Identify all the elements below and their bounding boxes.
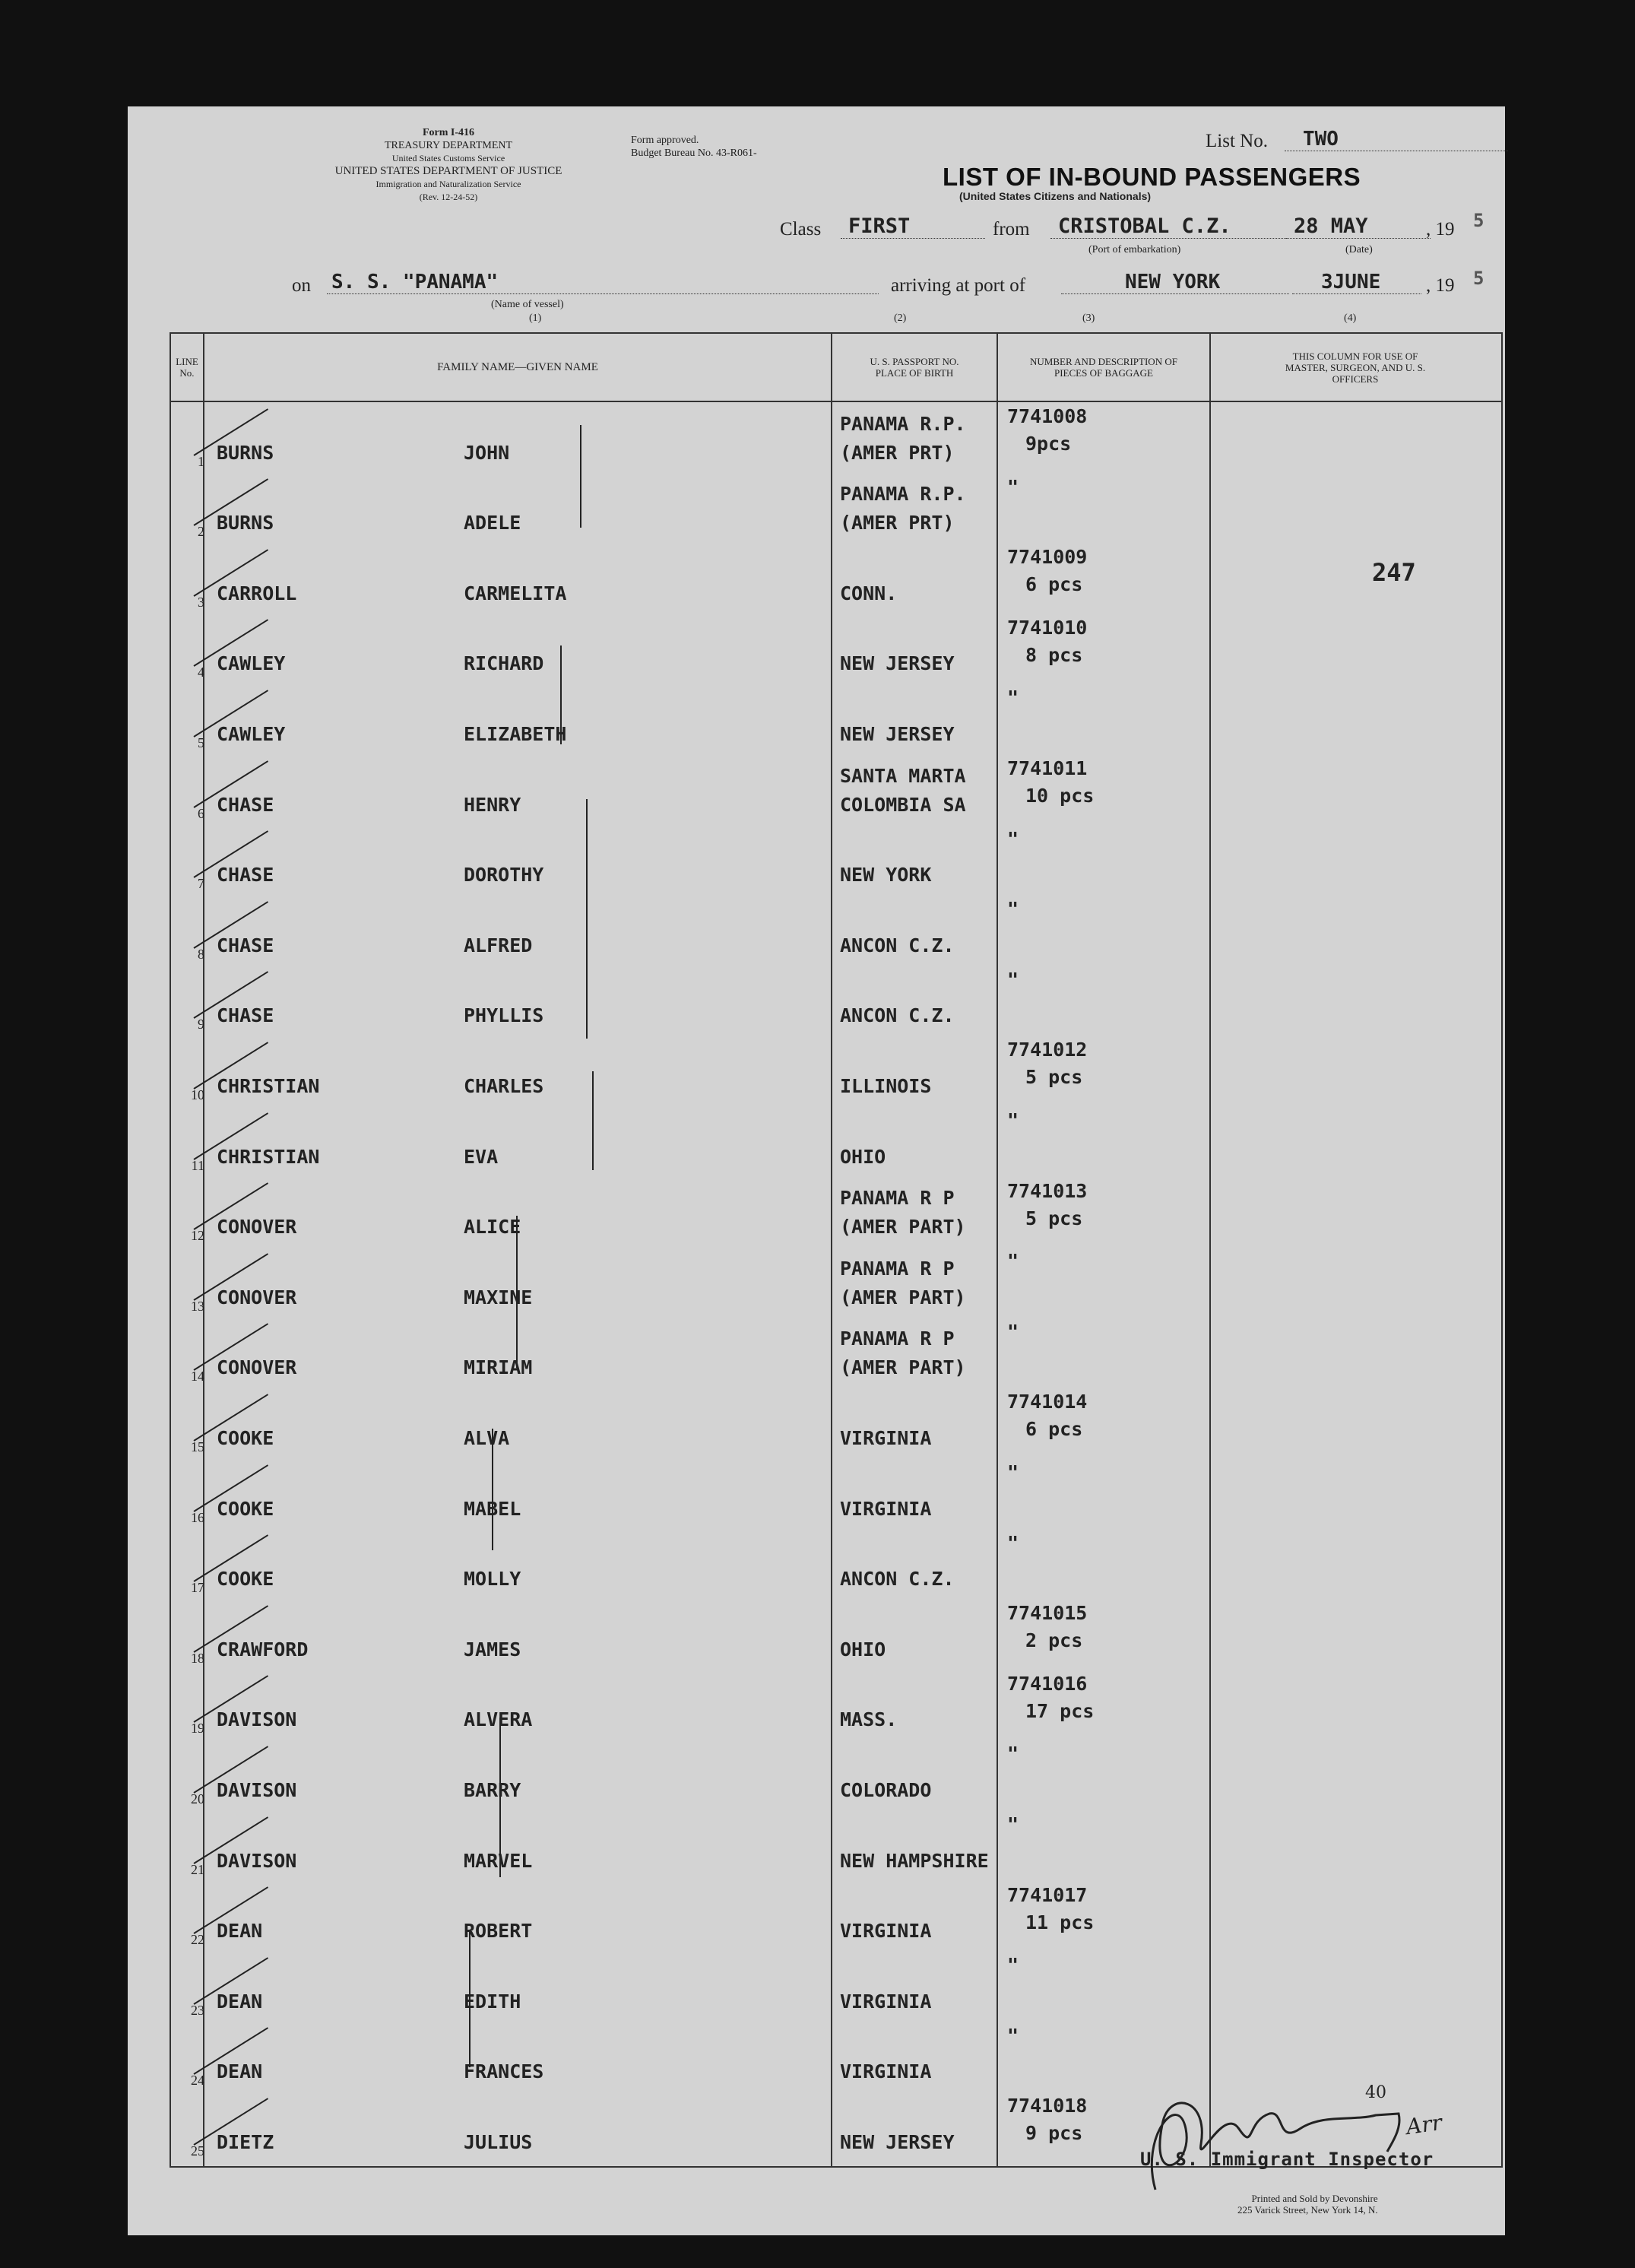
baggage-number: 7741011 [1007,757,1088,779]
given-name: MIRIAM [464,1356,533,1379]
baggage-pieces: 6 pcs [1025,1418,1083,1441]
given-name: ADELE [464,512,521,534]
date-caption: (Date) [1345,244,1373,255]
given-name: DOROTHY [464,864,544,887]
baggage-number: 7741013 [1007,1179,1088,1202]
given-name: FRANCES [464,2060,544,2083]
table-row [171,402,1501,473]
given-name: EDITH [464,1990,521,2013]
passenger-table [170,332,1503,2168]
arrival-date: 3JUNE [1292,271,1421,294]
birthplace-line-1: PANAMA R P [840,1257,955,1280]
line-number: 10 [191,1086,204,1102]
family-bracket [560,646,562,744]
given-name: JULIUS [464,2130,533,2153]
table-row [171,754,1501,825]
baggage-pieces: 10 pcs [1025,785,1095,807]
birthplace-line-2: ANCON C.Z. [840,934,955,956]
caption-1: (1) [529,312,542,324]
baggage-pieces: 5 pcs [1025,1207,1083,1229]
family-name: COOKE [217,1497,274,1520]
table-row [171,1036,1501,1106]
list-no-value: TWO [1285,128,1508,151]
given-name: ALFRED [464,934,533,956]
baggage-pieces: 11 pcs [1025,1911,1095,1933]
baggage-number: 7741012 [1007,1039,1088,1061]
birthplace-line-1: PANAMA R P [840,1187,955,1210]
line-number: 22 [191,1932,204,1948]
year-prefix-1: , 19 [1426,219,1455,239]
baggage-pieces: 9pcs [1025,433,1072,455]
family-bracket [499,1718,501,1877]
col-header-officers: THIS COLUMN FOR USE OF MASTER, SURGEON, AND U. S. OFFICERS [1285,350,1426,385]
family-name: BURNS [217,441,274,464]
table-row [171,1951,1501,2022]
given-name: CARMELITA [464,582,567,604]
baggage-number: " [1007,827,1019,850]
given-name: MABEL [464,1497,521,1520]
inspector-title: U. S. Immigrant Inspector [1140,2149,1434,2170]
table-row [171,966,1501,1036]
birthplace-line-2: ANCON C.Z. [840,1568,955,1591]
given-name: JOHN [464,441,510,464]
line-number: 17 [191,1580,204,1596]
year-suffix-1: 5 [1473,210,1484,231]
baggage-number: " [1007,1461,1019,1483]
birthplace-line-2: VIRGINIA [840,2060,932,2083]
col-header-baggage: NUMBER AND DESCRIPTION OF PIECES OF BAGGAGE [1030,356,1177,379]
revision: (Rev. 12-24-52) [419,192,478,202]
birthplace-line-2: COLORADO [840,1778,932,1801]
given-name: MAXINE [464,1286,533,1308]
embark-port: CRISTOBAL C.Z. [1050,214,1286,239]
line-number: 14 [191,1369,204,1385]
baggage-pieces: 2 pcs [1025,1629,1083,1652]
line-number: 8 [198,946,204,962]
baggage-pieces: 9 pcs [1025,2122,1083,2145]
birthplace-line-2: NEW YORK [840,864,932,887]
on-label: on [292,275,311,296]
baggage-number: " [1007,1531,1019,1554]
class-value: FIRST [841,214,985,239]
baggage-pieces: 5 pcs [1025,1066,1083,1089]
family-name: CONOVER [217,1216,297,1239]
line-number: 15 [191,1439,204,1454]
baggage-number: 7741017 [1007,1883,1088,1906]
year-suffix-2: 5 [1473,268,1484,289]
baggage-number: " [1007,1743,1019,1765]
family-name: DAVISON [217,1849,297,1872]
page-title: LIST OF IN-BOUND PASSENGERS [943,163,1361,191]
birthplace-line-2: MASS. [840,1708,898,1731]
family-name: CHASE [217,1004,274,1027]
line-number: 18 [191,1650,204,1666]
baggage-number: " [1007,687,1019,709]
given-name: MARVEL [464,1849,533,1872]
family-name: DEAN [217,1990,263,2013]
baggage-number: " [1007,968,1019,991]
line-number: 12 [191,1228,204,1244]
table-row [171,1458,1501,1529]
baggage-number: 7741016 [1007,1672,1088,1695]
baggage-number: 7741008 [1007,405,1088,427]
family-name: CHASE [217,864,274,887]
list-no-label: List No. [1206,131,1268,151]
line-number: 1 [198,453,204,469]
family-name: CHRISTIAN [217,1145,320,1168]
vessel-caption: (Name of vessel) [491,299,564,310]
line-number: 6 [198,805,204,821]
given-name: ELIZABETH [464,722,567,745]
line-number: 7 [198,876,204,892]
embark-date: 28 MAY [1286,214,1431,239]
class-label: Class [780,219,822,239]
table-row [171,684,1501,754]
caption-2: (2) [894,312,907,324]
baggage-number: " [1007,1320,1019,1343]
line-number: 2 [198,524,204,540]
given-name: CHARLES [464,1074,544,1097]
officer-note: 247 [1372,558,1416,588]
baggage-number: 7741009 [1007,546,1088,569]
birthplace-line-1: PANAMA R.P. [840,483,966,506]
given-name: RICHARD [464,652,544,675]
birthplace-line-2: (AMER PART) [840,1216,966,1239]
page-subtitle: (United States Citizens and Nationals) [959,190,1152,202]
table-row [171,1670,1501,1740]
given-name: BARRY [464,1778,521,1801]
family-name: DAVISON [217,1708,297,1731]
family-name: CAWLEY [217,722,286,745]
table-row [171,1177,1501,1248]
line-number: 4 [198,665,204,680]
table-row [171,473,1501,544]
budget-bureau: Budget Bureau No. 43-R061- [631,147,757,159]
arriving-label: arriving at port of [891,275,1026,296]
table-row [171,1247,1501,1318]
treasury-dept: TREASURY DEPARTMENT [384,140,513,151]
birthplace-line-2: (AMER PRT) [840,441,955,464]
handwritten-note: Arr [1404,2109,1444,2140]
year-prefix-2: , 19 [1426,275,1455,296]
given-name: ROBERT [464,1920,533,1943]
baggage-pieces: 6 pcs [1025,573,1083,596]
family-bracket [592,1071,594,1170]
birthplace-line-2: NEW JERSEY [840,722,955,745]
baggage-pieces: 8 pcs [1025,643,1083,666]
line-number: 5 [198,734,204,750]
given-name: JAMES [464,1638,521,1661]
printer-info [1237,2193,1378,2216]
printer-line-1: Printed and Sold by Devonshire [1251,2193,1378,2204]
family-name: BURNS [217,512,274,534]
birthplace-line-2: NEW JERSEY [840,652,955,675]
line-number: 23 [191,2002,204,2018]
form-info [289,126,608,204]
table-row [171,1740,1501,1810]
birthplace-line-2: (AMER PART) [840,1286,966,1308]
birthplace-line-2: COLOMBIA SA [840,793,966,816]
col-header-name: FAMILY NAME—GIVEN NAME [437,360,598,373]
birthplace-line-2: OHIO [840,1638,886,1661]
col-header-line-no: LINE No. [176,356,198,379]
baggage-number: " [1007,898,1019,921]
given-name: EVA [464,1145,499,1168]
form-number: Form I-416 [422,127,475,138]
form-approved [631,134,757,160]
birthplace-line-2: (AMER PRT) [840,512,955,534]
family-name: DAVISON [217,1778,297,1801]
table-row [171,825,1501,896]
table-row [171,1881,1501,1952]
birthplace-line-2: OHIO [840,1145,886,1168]
given-name: ALICE [464,1216,521,1239]
given-name: ALVA [464,1426,510,1449]
family-name: CHRISTIAN [217,1074,320,1097]
family-name: DEAN [217,1920,263,1943]
birthplace-line-1: PANAMA R P [840,1327,955,1350]
vessel-name: S. S. "PANAMA" [327,271,879,294]
line-number: 21 [191,1861,204,1877]
family-bracket [492,1429,493,1550]
table-row [171,1106,1501,1177]
birthplace-line-2: (AMER PART) [840,1356,966,1379]
ins-service: Immigration and Naturalization Service [375,179,521,189]
given-name: HENRY [464,793,521,816]
from-label: from [993,219,1030,239]
family-name: CHASE [217,793,274,816]
arrival-port: NEW YORK [1061,271,1289,294]
family-name: CHASE [217,934,274,956]
family-name: CRAWFORD [217,1638,309,1661]
col-header-passport: U. S. PASSPORT NO. PLACE OF BIRTH [870,356,959,379]
customs-service: United States Customs Service [391,153,505,163]
birthplace-line-2: CONN. [840,582,898,604]
family-name: COOKE [217,1426,274,1449]
table-row [171,1529,1501,1600]
line-number: 16 [191,1509,204,1525]
caption-4: (4) [1344,312,1357,324]
caption-3: (3) [1082,312,1095,324]
embark-port-caption: (Port of embarkation) [1088,244,1181,255]
table-row [171,1810,1501,1881]
line-number: 25 [191,2143,204,2159]
line-number: 24 [191,2073,204,2089]
family-bracket [580,425,581,528]
family-name: DEAN [217,2060,263,2083]
birthplace-line-2: VIRGINIA [840,1990,932,2013]
table-row [171,1318,1501,1388]
baggage-number: " [1007,2024,1019,2047]
baggage-number: " [1007,1109,1019,1131]
baggage-number: 7741015 [1007,1602,1088,1625]
baggage-number: " [1007,1954,1019,1977]
baggage-number: " [1007,475,1019,498]
baggage-number: 7741014 [1007,1391,1088,1413]
table-row [171,543,1501,614]
birthplace-line-2: VIRGINIA [840,1426,932,1449]
birthplace-line-2: NEW JERSEY [840,2130,955,2153]
baggage-number: 7741018 [1007,2095,1088,2117]
line-number: 11 [191,1157,204,1173]
baggage-number: " [1007,1813,1019,1835]
family-name: CONOVER [217,1286,297,1308]
given-name: MOLLY [464,1568,521,1591]
baggage-number: " [1007,1250,1019,1273]
table-row [171,1388,1501,1458]
table-row [171,895,1501,966]
baggage-pieces: 17 pcs [1025,1699,1095,1722]
table-row [171,1599,1501,1670]
family-name: COOKE [217,1568,274,1591]
approved-text: Form approved. [631,135,699,146]
birthplace-line-1: PANAMA R.P. [840,412,966,435]
justice-dept: UNITED STATES DEPARTMENT OF JUSTICE [334,165,562,177]
line-number: 3 [198,594,204,610]
birthplace-line-2: NEW HAMPSHIRE [840,1849,989,1872]
family-bracket [516,1216,518,1368]
table-row [171,614,1501,684]
birthplace-line-1: SANTA MARTA [840,764,966,787]
birthplace-line-2: ANCON C.Z. [840,1004,955,1027]
given-name: ALVERA [464,1708,533,1731]
family-bracket [469,1930,471,2067]
handwritten-number: 40 [1365,2083,1386,2102]
line-number: 19 [191,1721,204,1737]
inspector-signature [1125,2076,1467,2205]
family-name: CARROLL [217,582,297,604]
family-name: CAWLEY [217,652,286,675]
printer-line-2: 225 Varick Street, New York 14, N. [1237,2204,1378,2216]
family-name: DIETZ [217,2130,274,2153]
family-bracket [586,799,588,1039]
line-number: 9 [198,1017,204,1032]
birthplace-line-2: VIRGINIA [840,1920,932,1943]
line-number: 13 [191,1298,204,1314]
birthplace-line-2: VIRGINIA [840,1497,932,1520]
given-name: PHYLLIS [464,1004,544,1027]
baggage-number: 7741010 [1007,616,1088,639]
family-name: CONOVER [217,1356,297,1379]
birthplace-line-2: ILLINOIS [840,1074,932,1097]
line-number: 20 [191,1791,204,1806]
